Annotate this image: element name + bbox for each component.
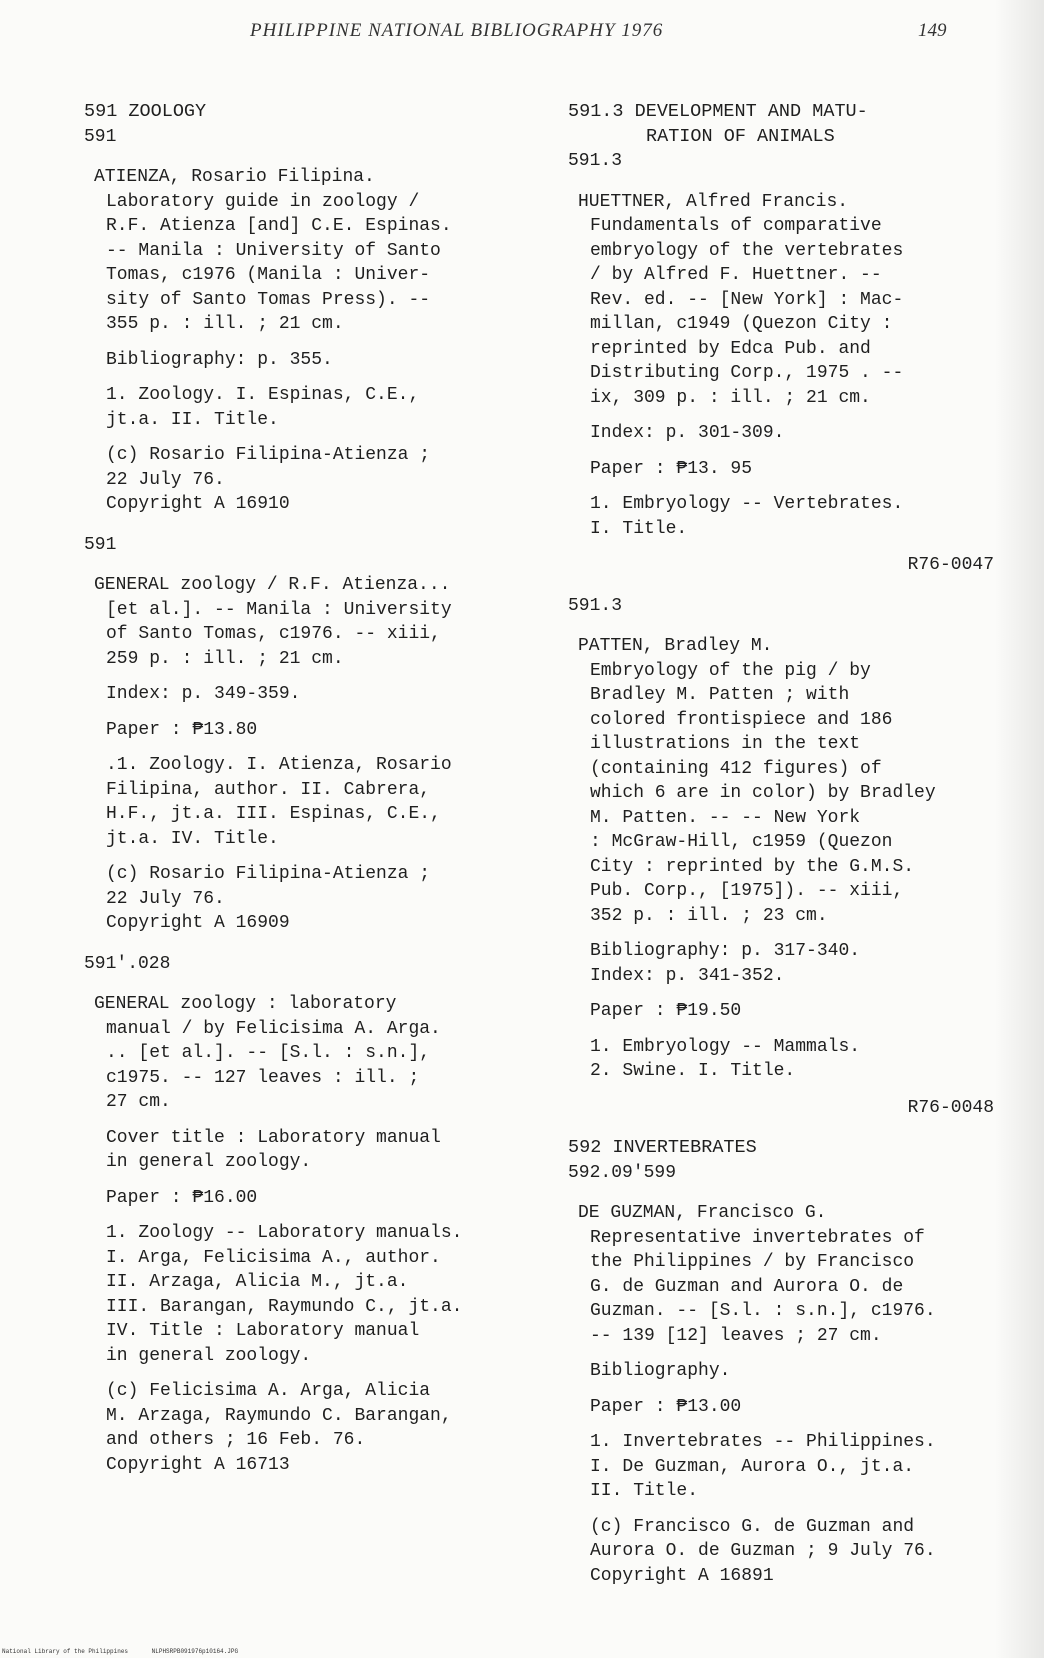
entry-heading: GENERAL zoology : laboratory: [94, 994, 397, 1014]
description-line: -- 139 [12] leaves ; 27 cm.: [590, 1325, 882, 1346]
tracing-line: 1. Embryology -- Vertebrates.: [590, 494, 904, 514]
subject-tracing: [578, 1035, 998, 1084]
note-line: Paper : ₱13.00: [590, 1396, 742, 1417]
description-line: Tomas, c1976 (Manila : Univer-: [106, 265, 431, 285]
note-line: Index: p. 301-309.: [590, 423, 785, 443]
description-line: of Santo Tomas, c1976. -- xiii,: [106, 624, 441, 644]
description-line: City : reprinted by the G.M.S.: [590, 856, 915, 877]
subject-tracing: [94, 753, 524, 851]
description-line: M. Patten. -- -- New York: [590, 807, 861, 828]
class-number: 591: [84, 126, 117, 147]
description-line: G. de Guzman and Aurora O. de: [590, 1276, 904, 1297]
tracing-line: III. Barangan, Raymundo C., jt.a.: [106, 1296, 463, 1317]
copyright-note: [94, 862, 524, 936]
description-line: embryology of the vertebrates: [590, 240, 904, 261]
note-line: Bibliography: p. 355.: [106, 349, 333, 370]
note-line: in general zoology.: [106, 1152, 312, 1172]
description-line: 259 p. : ill. ; 21 cm.: [106, 648, 344, 669]
tracing-line: II. Arzaga, Alicia M., jt.a.: [106, 1272, 409, 1292]
tracing-line: 2. Swine. I. Title.: [590, 1061, 796, 1081]
tracing-line: II. Title.: [590, 1481, 699, 1501]
note-line: Bibliography: p. 317-340.: [590, 941, 861, 961]
description-line: Distributing Corp., 1975 . --: [590, 363, 904, 383]
tracing-line: jt.a. IV. Title.: [106, 828, 279, 849]
description-line: Pub. Corp., [1975]). -- xiii,: [590, 881, 904, 901]
footer-filename: NLPHSRPB091976p10164.JPG: [151, 1648, 239, 1655]
copyright-note: [578, 1515, 998, 1589]
description-line: which 6 are in color) by Bradley: [590, 783, 936, 803]
copyright-line: (c) Francisco G. de Guzman and: [590, 1516, 915, 1537]
description-line: 352 p. : ill. ; 23 cm.: [590, 905, 828, 926]
tracing-line: H.F., jt.a. III. Espinas, C.E.,: [106, 804, 441, 824]
description-line: sity of Santo Tomas Press). --: [106, 289, 431, 310]
note-line: Bibliography.: [590, 1361, 731, 1381]
copyright-note: [94, 1379, 524, 1477]
tracing-line: Filipina, author. II. Cabrera,: [106, 779, 431, 800]
right-column: [568, 100, 998, 1588]
entry-note: [578, 999, 998, 1024]
tracing-line: 1. Invertebrates -- Philippines.: [590, 1432, 936, 1452]
copyright-note: [94, 443, 524, 517]
entry-note: [578, 421, 998, 446]
entry-note: [94, 1126, 524, 1175]
class-number: 591'.028: [84, 953, 171, 974]
description-line: millan, c1949 (Quezon City :: [590, 314, 893, 334]
catalog-entry: [568, 1201, 998, 1588]
heading-line: 591.3 DEVELOPMENT AND MATU-: [568, 101, 868, 122]
catalog-entry: [84, 992, 524, 1477]
copyright-line: (c) Rosario Filipina-Atienza ;: [106, 445, 431, 465]
section-heading: [568, 100, 998, 149]
copyright-line: Copyright A 16909: [106, 913, 290, 933]
tracing-line: 1. Zoology -- Laboratory manuals.: [106, 1223, 463, 1243]
tracing-line: in general zoology.: [106, 1345, 312, 1366]
description-line: R.F. Atienza [and] C.E. Espinas.: [106, 216, 452, 236]
heading-line: RATION OF ANIMALS: [646, 125, 835, 147]
tracing-line: 1. Zoology. I. Espinas, C.E.,: [106, 385, 420, 405]
subject-tracing: [578, 492, 998, 541]
tracing-line: I. De Guzman, Aurora O., jt.a.: [590, 1456, 915, 1477]
entry-description: [578, 1226, 998, 1349]
control-number: R76-0047: [907, 555, 994, 575]
entry-note: [94, 718, 524, 743]
entry-note: [578, 1395, 998, 1420]
catalog-entry: [84, 165, 524, 517]
tracing-line: I. Arga, Felicisima A., author.: [106, 1247, 441, 1268]
description-line: Bradley M. Patten ; with: [590, 685, 850, 705]
copyright-line: (c) Rosario Filipina-Atienza ;: [106, 864, 431, 884]
section-heading: 591 ZOOLOGY: [84, 101, 207, 122]
entry-note: [94, 348, 524, 373]
note-line: Index: p. 341-352.: [590, 965, 785, 986]
page-number: 149: [918, 20, 947, 41]
page-edge-shadow: [994, 0, 1044, 1658]
description-line: reprinted by Edca Pub. and: [590, 338, 871, 359]
section-heading: 592 INVERTEBRATES: [568, 1137, 757, 1158]
entry-heading: GENERAL zoology / R.F. Atienza...: [94, 575, 451, 595]
entry-note: [94, 682, 524, 707]
entry-note: [578, 457, 998, 482]
catalog-entry: [568, 190, 998, 578]
scan-footer: [2, 1648, 258, 1655]
tracing-line: I. Title.: [590, 518, 688, 539]
catalog-entry: [568, 634, 998, 1120]
tracing-line: .1. Zoology. I. Atienza, Rosario: [106, 755, 452, 775]
tracing-line: 1. Embryology -- Mammals.: [590, 1036, 861, 1057]
description-line: Representative invertebrates of: [590, 1227, 925, 1248]
class-number: 591.3: [568, 151, 623, 171]
description-line: / by Alfred F. Huettner. --: [590, 265, 882, 285]
copyright-line: 22 July 76.: [106, 888, 225, 909]
description-line: Rev. ed. -- [New York] : Mac-: [590, 289, 904, 310]
copyright-line: Aurora O. de Guzman ; 9 July 76.: [590, 1541, 936, 1561]
entry-description: [94, 598, 524, 672]
description-line: the Philippines / by Francisco: [590, 1252, 915, 1272]
description-line: 27 cm.: [106, 1092, 171, 1112]
description-line: 355 p. : ill. ; 21 cm.: [106, 314, 344, 334]
tracing-line: IV. Title : Laboratory manual: [106, 1321, 420, 1341]
description-line: [et al.]. -- Manila : University: [106, 599, 452, 620]
description-line: : McGraw-Hill, c1959 (Quezon: [590, 832, 893, 852]
description-line: c1975. -- 127 leaves : ill. ;: [106, 1067, 420, 1088]
description-line: .. [et al.]. -- [S.l. : s.n.],: [106, 1043, 431, 1063]
tracing-line: jt.a. II. Title.: [106, 409, 279, 430]
note-line: Paper : ₱13.80: [106, 719, 258, 740]
copyright-line: Copyright A 16713: [106, 1454, 290, 1475]
entry-description: [578, 214, 998, 410]
copyright-line: M. Arzaga, Raymundo C. Barangan,: [106, 1405, 452, 1426]
description-line: Laboratory guide in zoology /: [106, 191, 420, 212]
entry-description: [94, 1017, 524, 1115]
running-title: PHILIPPINE NATIONAL BIBLIOGRAPHY 1976: [250, 20, 664, 41]
description-line: -- Manila : University of Santo: [106, 240, 441, 261]
entry-description: [94, 190, 524, 337]
copyright-line: and others ; 16 Feb. 76.: [106, 1430, 366, 1450]
note-line: Cover title : Laboratory manual: [106, 1127, 441, 1148]
subject-tracing: [94, 383, 524, 432]
note-line: Index: p. 349-359.: [106, 684, 301, 704]
entry-note: [578, 1359, 998, 1384]
entry-note: [94, 1186, 524, 1211]
description-line: illustrations in the text: [590, 734, 861, 754]
class-number: 591.3: [568, 595, 623, 616]
copyright-line: 22 July 76.: [106, 469, 225, 490]
entry-heading: ATIENZA, Rosario Filipina.: [94, 167, 375, 187]
description-line: colored frontispiece and 186: [590, 709, 893, 730]
entry-note: [578, 939, 998, 988]
description-line: manual / by Felicisima A. Arga.: [106, 1018, 441, 1039]
entry-heading: PATTEN, Bradley M.: [578, 636, 773, 656]
class-number: 591: [84, 534, 117, 555]
left-column: [84, 100, 524, 1477]
subject-tracing: [94, 1221, 524, 1368]
description-line: ix, 309 p. : ill. ; 21 cm.: [590, 387, 871, 408]
description-line: Fundamentals of comparative: [590, 216, 882, 236]
note-line: Paper : ₱16.00: [106, 1187, 258, 1208]
subject-tracing: [578, 1430, 998, 1504]
note-line: Paper : ₱13. 95: [590, 458, 753, 479]
footer-source: National Library of the Philippines: [2, 1648, 129, 1655]
entry-description: [578, 659, 998, 929]
copyright-line: Copyright A 16891: [590, 1565, 774, 1586]
class-number: 592.09'599: [568, 1162, 677, 1183]
copyright-line: (c) Felicisima A. Arga, Alicia: [106, 1381, 431, 1401]
copyright-line: Copyright A 16910: [106, 494, 290, 514]
catalog-entry: [84, 573, 524, 936]
control-number: R76-0048: [907, 1097, 994, 1118]
description-line: Embryology of the pig / by: [590, 660, 871, 681]
entry-heading: DE GUZMAN, Francisco G.: [578, 1203, 827, 1223]
note-line: Paper : ₱19.50: [590, 1001, 742, 1021]
description-line: (containing 412 figures) of: [590, 758, 882, 779]
description-line: Guzman. -- [S.l. : s.n.], c1976.: [590, 1301, 936, 1321]
entry-heading: HUETTNER, Alfred Francis.: [578, 191, 849, 212]
